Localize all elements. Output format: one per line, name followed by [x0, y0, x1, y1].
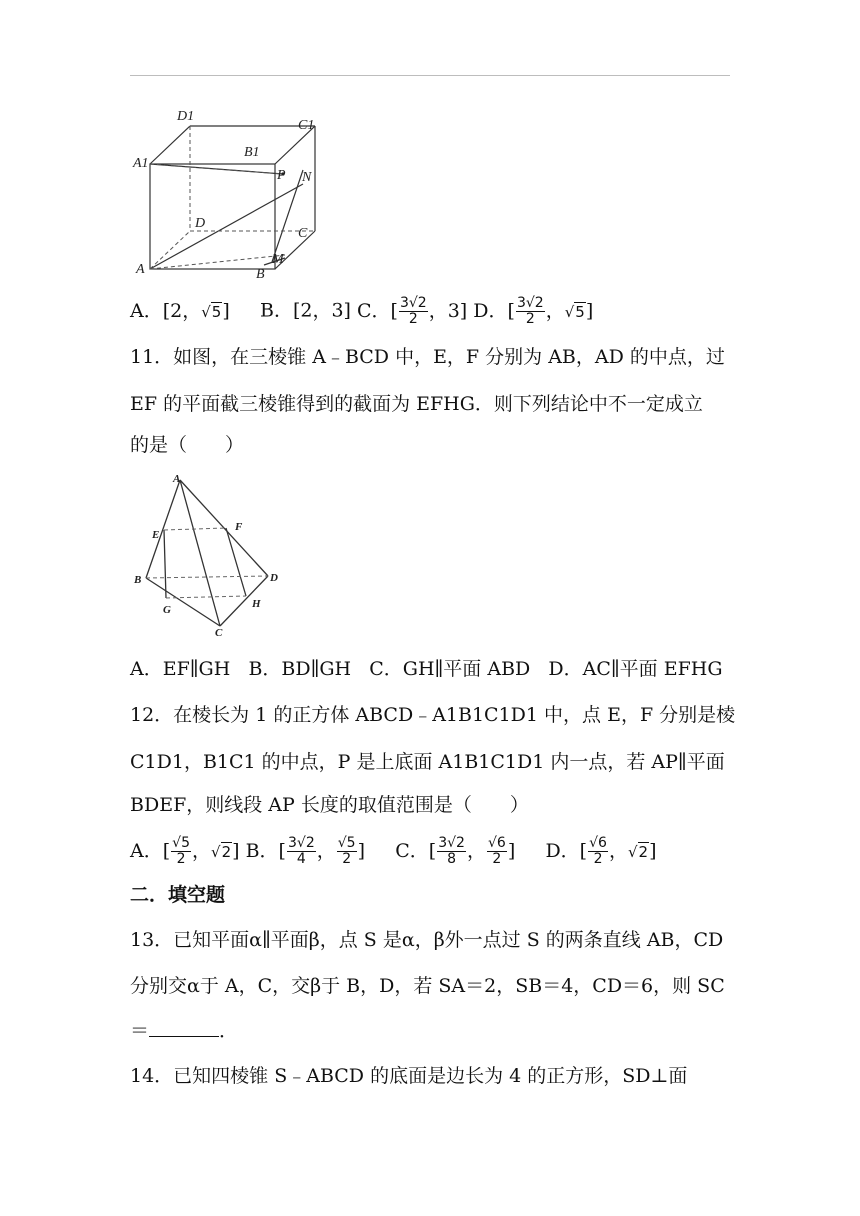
q10-option-c[interactable]: C．[ $\frac{3√2}{2}$ ，3]: [357, 295, 468, 327]
q10-option-a[interactable]: A．[2，√5]: [130, 299, 230, 322]
q12-options: [130, 836, 730, 867]
label-B: B: [256, 267, 265, 280]
q12-option-d[interactable]: D．[ $\frac{√6}{2}$ ，√2]: [545, 835, 657, 867]
q11-option-d[interactable]: D．AC∥平面 EFHG: [548, 658, 723, 680]
label-G: G: [163, 604, 171, 616]
q10-options: [130, 296, 730, 327]
label-D: D: [270, 572, 278, 584]
label-E: E: [152, 529, 160, 541]
label-C: C: [298, 226, 308, 241]
q11-options: [130, 656, 730, 682]
pyramid-figure: [128, 470, 288, 638]
q10-option-b[interactable]: B．[2，3]: [259, 299, 351, 322]
label-F: F: [235, 521, 243, 533]
q10-option-d[interactable]: D．[ $\frac{3√2}{2}$ ，√5]: [473, 295, 594, 327]
q11-option-b[interactable]: B．BD∥GH: [248, 658, 352, 680]
label-A: A: [136, 262, 145, 277]
section-heading-fill-in: 二．填空题: [130, 884, 226, 906]
label-D: D: [195, 216, 206, 231]
label-C: C: [215, 627, 223, 638]
label-N: N: [302, 170, 312, 185]
q11-line-2: EF 的平面截三棱锥得到的截面为 EFHG．则下列结论中不一定成立: [130, 393, 703, 415]
cube-figure: [125, 100, 325, 280]
label-M: M: [272, 252, 284, 267]
q11-line-1: 11．如图，在三棱锥 A﹣BCD 中，E，F 分别为 AB，AD 的中点，过: [130, 346, 725, 368]
label-D1: D1: [177, 109, 195, 124]
q13-line-2: 分别交α于 A，C，交β于 B，D，若 SA＝2，SB＝4，CD＝6，则 SC: [130, 975, 725, 997]
q11-option-a[interactable]: A．EF∥GH: [130, 658, 231, 680]
q12-option-b[interactable]: B．[ $\frac{3√2}{4}$ ， $\frac{√5}{2}$ ]: [245, 835, 366, 867]
label-P: P: [277, 168, 286, 183]
cube-front-face: [150, 164, 275, 269]
q11-option-c[interactable]: C．GH∥平面 ABD: [369, 658, 531, 680]
label-B: B: [134, 574, 142, 586]
label-B1: B1: [244, 145, 260, 160]
q11-line-3: 的是（ ）: [130, 434, 245, 456]
q12-option-a[interactable]: A．[ $\frac{√5}{2}$ ，√2]: [130, 835, 240, 867]
q12-line-2: C1D1，B1C1 的中点，P 是上底面 A1B1C1D1 内一点，若 AP∥平面: [130, 751, 725, 773]
q13-line-3: ＝ ．: [130, 1020, 239, 1042]
label-A: A: [173, 473, 181, 485]
q12-line-3: BDEF，则线段 AP 长度的取值范围是（ ）: [130, 794, 529, 816]
q13-answer-blank[interactable]: [149, 1018, 219, 1037]
q12-line-1: 12．在棱长为 1 的正方体 ABCD﹣A1B1C1D1 中，点 E，F 分别是棱: [130, 704, 736, 726]
q12-option-c[interactable]: C．[ $\frac{3√2}{8}$ ， $\frac{√6}{2}$ ]: [395, 835, 516, 867]
label-A1: A1: [133, 156, 149, 171]
q13-line-1: 13．已知平面α∥平面β，点 S 是α，β外一点过 S 的两条直线 AB，CD: [130, 929, 724, 951]
label-C1: C1: [298, 118, 315, 133]
q14-line-1: 14．已知四棱锥 S﹣ABCD 的底面是边长为 4 的正方形，SD⊥面: [130, 1065, 688, 1087]
header-rule: [130, 75, 730, 76]
label-H: H: [252, 598, 261, 610]
